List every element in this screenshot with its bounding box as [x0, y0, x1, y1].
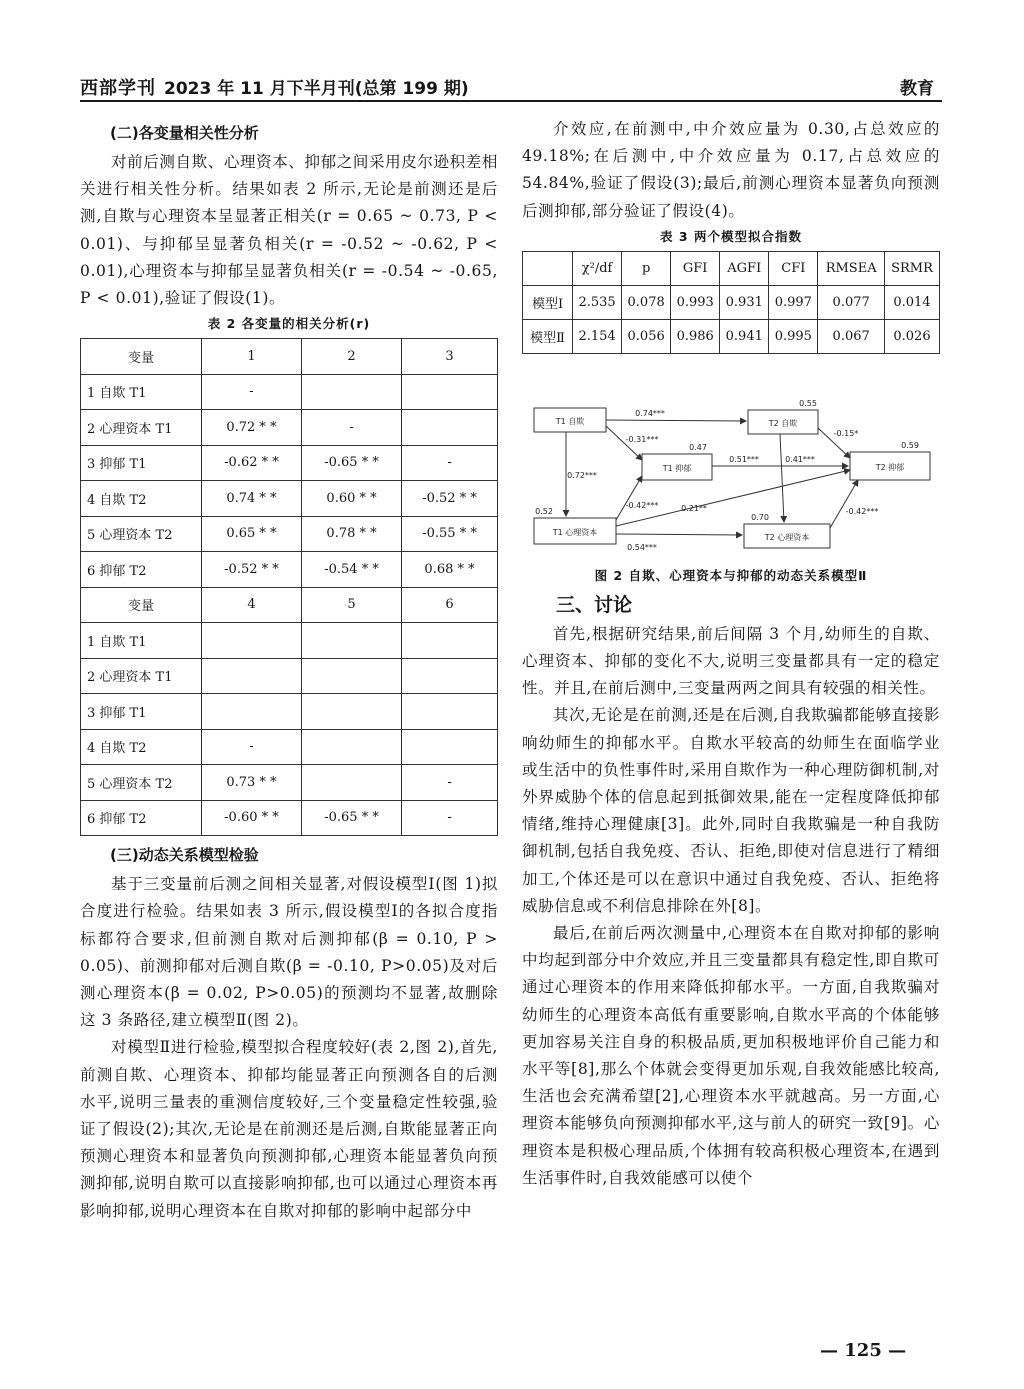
node-label-t2-psych-capital: T2 心理资本 — [764, 532, 810, 542]
table-cell: 0.014 — [884, 285, 939, 319]
table2 — [80, 338, 498, 836]
table-header-cell: 1 — [201, 339, 301, 375]
table-cell — [402, 623, 498, 659]
table-cell: 2 心理资本 T1 — [81, 410, 202, 446]
table-row — [81, 729, 498, 765]
table-header-cell: 变量 — [81, 339, 202, 375]
table-cell: 1 自欺 T1 — [81, 623, 202, 659]
table-cell: -0.54 * * — [302, 552, 402, 588]
heading-discussion: 三、讨论 — [556, 593, 633, 616]
table-header-cell — [523, 251, 573, 285]
journal-name: 西部学刊 — [80, 78, 156, 99]
table-cell: 0.73 * * — [201, 765, 301, 801]
table-cell: 6 抑郁 T2 — [81, 800, 202, 836]
table-cell: 4 自欺 T2 — [81, 729, 202, 765]
r2-t1-psych-capital: 0.52 — [535, 506, 553, 516]
arrow-xl1-yy1 — [616, 476, 642, 520]
paragraph-model-1: 基于三变量前后测之间相关显著,对假设模型Ⅰ(图 1)拟合度进行检验。结果如表 3 所示,假设模型Ⅰ的各拟合度指标都符合要求,但前测自欺对后测抑郁(β = 0.10, P > 0.05)、前测抑郁对后测自欺(β = -0.10, P>0.05)及对后测心理资本(β = 0.02, P>0.05)的预测均不显著,故删除这 3 条路径,建立模型Ⅱ(图 2)。 — [80, 875, 498, 1030]
node-label-t1-psych-capital: T1 心理资本 — [552, 527, 598, 537]
node-label-t1-self-deception: T1 自欺 — [555, 416, 585, 426]
path-diagram-svg — [522, 400, 940, 562]
table-cell: 5 心理资本 T2 — [81, 516, 202, 552]
arrow-zq1-zq2 — [606, 420, 746, 421]
table-cell: 0.986 — [671, 319, 720, 353]
table-header-row — [523, 251, 940, 285]
table-cell: 3 抑郁 T1 — [81, 694, 202, 730]
table-header-cell: CFI — [769, 251, 818, 285]
table-cell: 2 心理资本 T1 — [81, 658, 202, 694]
table-row — [81, 410, 498, 446]
table-cell: 3 抑郁 T1 — [81, 445, 202, 481]
r2-t2-psych-capital: 0.70 — [751, 512, 769, 522]
table-row — [81, 658, 498, 694]
coef-zq1-zq2: 0.74*** — [635, 408, 665, 418]
table-row — [81, 445, 498, 481]
coef-xl1-yy2: 0.21** — [681, 503, 707, 513]
table-cell: -0.65 * * — [302, 445, 402, 481]
table-row — [81, 694, 498, 730]
table3-caption: 表 3 两个模型拟合指数 — [660, 228, 802, 244]
table-row — [81, 623, 498, 659]
table-cell: 0.077 — [818, 285, 885, 319]
r2-t1-depression: 0.47 — [689, 442, 707, 452]
table-cell: 0.993 — [671, 285, 720, 319]
table-cell — [302, 729, 402, 765]
table-header-cell: 4 — [201, 587, 301, 623]
path-diagram — [522, 400, 940, 562]
table-row — [81, 800, 498, 836]
table-cell — [402, 658, 498, 694]
right-column — [522, 116, 940, 1192]
paragraph-discussion-3: 最后,在前后两次测量中,心理资本在自欺对抑郁的影响中均起到部分中介效应,并且三变量都具有稳定性,即自欺可通过心理资本的作用来降低抑郁水平。一方面,自我欺骗对幼师生的心理资本高低有重要影响,自欺水平高的个体能够更加容易关注自身的积极品质,更加积极地评价自己能力和水平等[8],那么个体就会变得更加乐观,自我效能感比较高,生活也会充满希望[2],心理资本水平就越高。另一方面,心理资本能够负向预测抑郁水平,这与前人的研究一致[9]。心理资本是积极心理品质,个体拥有较高积极心理资本,在遇到生活事件时,自我效能感可以使个 — [522, 924, 940, 1187]
coef-xl1-yy1: -0.42*** — [625, 500, 659, 510]
table-cell: 0.067 — [818, 319, 885, 353]
table-cell: 0.056 — [622, 319, 671, 353]
table-header-cell: SRMR — [884, 251, 939, 285]
paragraph-model-2: 对模型Ⅱ进行检验,模型拟合程度较好(表 2,图 2),首先,前测自欺、心理资本、抑郁均能显著正向预测各自的后测水平,说明三量表的重测信度较好,三个变量稳定性较强,验证了假设(2);其次,无论是在前测还是后测,自欺能显著正向预测心理资本和显著负向预测抑郁,心理资本能显著负向预测抑郁,说明自欺可以直接影响抑郁,也可以通过心理资本再影响抑郁,说明心理资本在自欺对抑郁的影响中起部分中 — [80, 1038, 498, 1220]
node-label-t2-self-deception: T2 自欺 — [768, 418, 798, 428]
table-cell: 模型Ⅰ — [523, 285, 573, 319]
table-cell — [201, 623, 301, 659]
arrow-xl2-yy2 — [830, 480, 858, 528]
table-cell — [201, 694, 301, 730]
coef-zq1-yy1: -0.31*** — [625, 434, 659, 444]
table-cell: -0.52 * * — [402, 481, 498, 517]
table-cell: 0.995 — [769, 319, 818, 353]
table-cell: - — [402, 800, 498, 836]
figure2-caption: 图 2 自欺、心理资本与抑郁的动态关系模型Ⅱ — [594, 567, 868, 583]
table-cell: 0.74 * * — [201, 481, 301, 517]
table-header-cell: 变量 — [81, 587, 202, 623]
table-header-cell: 3 — [402, 339, 498, 375]
coef-zq2-xl2: 0.41*** — [785, 454, 815, 464]
table-header-cell: p — [622, 251, 671, 285]
coef-zq1-xl1: 0.72*** — [567, 470, 597, 480]
table-cell: 模型Ⅱ — [523, 319, 573, 353]
table-cell: -0.52 * * — [201, 552, 301, 588]
table-cell — [302, 374, 402, 410]
table-cell: 5 心理资本 T2 — [81, 765, 202, 801]
table-cell — [302, 694, 402, 730]
table-cell: -0.60 * * — [201, 800, 301, 836]
table-cell: 4 自欺 T2 — [81, 481, 202, 517]
table-header-row — [81, 339, 498, 375]
table-cell: 2.535 — [573, 285, 622, 319]
paragraph-continued: 介效应,在前测中,中介效应量为 0.30,占总效应的 49.18%;在后测中,中介效应量为 0.17,占总效应的 54.84%,验证了假设(3);最后,前测心理资本显著负向预测后测抑郁,部分验证了假设(4)。 — [522, 120, 940, 220]
page-header — [80, 70, 942, 102]
table-row — [81, 374, 498, 410]
r2-t2-depression: 0.59 — [901, 440, 919, 450]
coef-zq2-yy2: -0.15* — [833, 428, 859, 438]
table-header-cell: 2 — [302, 339, 402, 375]
table-cell: 0.78 * * — [302, 516, 402, 552]
table-cell — [402, 410, 498, 446]
table-row — [81, 481, 498, 517]
table-cell: 0.68 * * — [402, 552, 498, 588]
arrow-xl1-xl2 — [616, 534, 742, 535]
table-cell: - — [302, 410, 402, 446]
table-header-row — [81, 587, 498, 623]
table-cell: 0.931 — [720, 285, 769, 319]
table-cell: -0.62 * * — [201, 445, 301, 481]
table-cell — [402, 374, 498, 410]
paragraph-discussion-1: 首先,根据研究结果,前后间隔 3 个月,幼师生的自欺、心理资本、抑郁的变化不大,说明三变量都具有一定的稳定性。并且,在前后测中,三变量两两之间具有较强的相关性。 — [522, 624, 940, 698]
table-row — [523, 285, 940, 319]
table-cell: - — [402, 445, 498, 481]
table-cell: 0.60 * * — [302, 481, 402, 517]
node-label-t1-depression: T1 抑郁 — [662, 463, 692, 473]
table-row — [81, 516, 498, 552]
table-cell — [201, 658, 301, 694]
table-cell: 0.65 * * — [201, 516, 301, 552]
coef-yy1-yy2: 0.51*** — [729, 454, 759, 464]
table-cell — [302, 623, 402, 659]
table-header-cell: χ²/df — [573, 251, 622, 285]
heading-correlation: (二)各变量相关性分析 — [110, 124, 259, 142]
heading-model: (三)动态关系模型检验 — [110, 846, 259, 865]
table-cell: 6 抑郁 T2 — [81, 552, 202, 588]
table-row — [523, 319, 940, 353]
table-cell: - — [201, 374, 301, 410]
table-cell: 0.078 — [622, 285, 671, 319]
r2-t2-self-deception: 0.55 — [799, 399, 817, 408]
paragraph-discussion-2: 其次,无论是在前测,还是在后测,自我欺骗都能够直接影响幼师生的抑郁水平。自欺水平较高的幼师生在面临学业或生活中的负性事件时,采用自欺作为一种心理防御机制,对外界威胁个体的信息起到抵御效果,能在一定程度降低抑郁情绪,维持心理健康[3]。此外,同时自我欺骗是一种自我防御机制,包括自我免疫、否认、拒绝,即使对信息进行了精细加工,个体还是可以在意识中通过自我免疫、否认、拒绝将威胁信息或不利信息排除在外[8]。 — [522, 706, 940, 915]
table-cell: 1 自欺 T1 — [81, 374, 202, 410]
table-cell: - — [201, 729, 301, 765]
table2-caption: 表 2 各变量的相关分析(r) — [207, 316, 371, 332]
page-number: — 125 — — [820, 1340, 907, 1361]
table-cell: 0.72 * * — [201, 410, 301, 446]
table3 — [522, 251, 940, 354]
table-cell: - — [402, 765, 498, 801]
paragraph-correlation: 对前后测自欺、心理资本、抑郁之间采用皮尔逊积差相关进行相关性分析。结果如表 2 所示,无论是前测还是后测,自欺与心理资本呈显著正相关(r = 0.65 ~ 0.73, P < 0.01)、与抑郁呈显著负相关(r = -0.52 ~ -0.62, P < 0.01),心理资本与抑郁呈显著负相关(r = -0.54 ~ -0.65, P < 0.01),验证了假设(1)。 — [80, 153, 498, 308]
table-header-cell: 6 — [402, 587, 498, 623]
table-cell: -0.65 * * — [302, 800, 402, 836]
journal-issue: 2023 年 11 月下半月刊(总第 199 期) — [164, 79, 469, 99]
table-cell: -0.55 * * — [402, 516, 498, 552]
table-cell: 0.026 — [884, 319, 939, 353]
coef-xl1-xl2: 0.54*** — [627, 542, 657, 552]
arrow-zq2-xl2 — [780, 434, 784, 522]
table-header-cell: AGFI — [720, 251, 769, 285]
table-header-cell: GFI — [671, 251, 720, 285]
table-cell — [302, 658, 402, 694]
table-cell — [402, 729, 498, 765]
table-header-cell: RMSEA — [818, 251, 885, 285]
coef-xl2-yy2: -0.42*** — [845, 506, 879, 516]
section-name: 教育 — [900, 79, 934, 99]
table-cell — [302, 765, 402, 801]
table-row — [81, 552, 498, 588]
table-cell: 2.154 — [573, 319, 622, 353]
table-cell: 0.941 — [720, 319, 769, 353]
table-header-cell: 5 — [302, 587, 402, 623]
table-cell — [402, 694, 498, 730]
table-cell: 0.997 — [769, 285, 818, 319]
node-label-t2-depression: T2 抑郁 — [875, 462, 905, 472]
table-row — [81, 765, 498, 801]
left-column — [80, 116, 498, 1225]
